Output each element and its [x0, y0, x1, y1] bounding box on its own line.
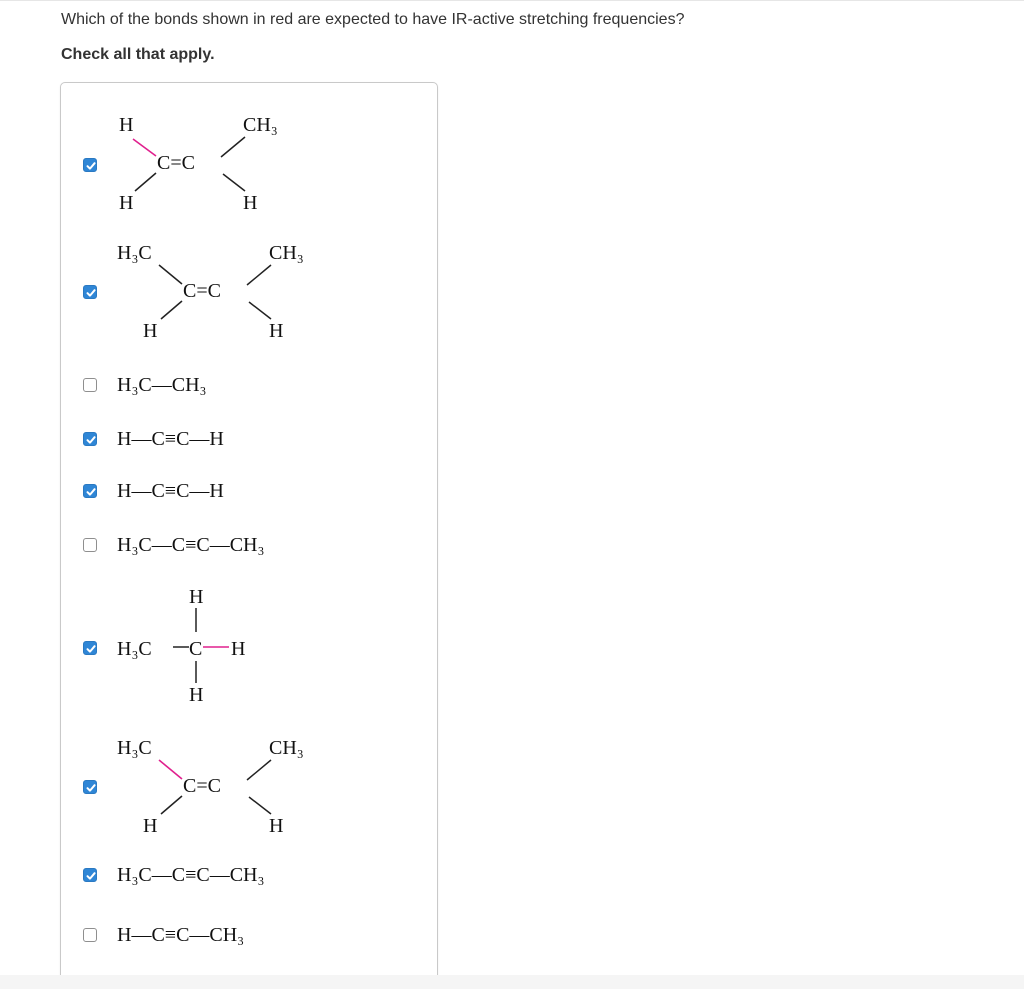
- atom-center: C=C: [183, 775, 221, 797]
- formula-text: H₃C—CH₃: [117, 374, 207, 396]
- option-10-structure: [61, 915, 421, 955]
- formula-text: H—C≡C—CH₃: [117, 924, 245, 946]
- atom-bottom-right: H: [243, 192, 258, 214]
- question-text: Which of the bonds shown in red are expected to have IR-active stretching frequencies?: [61, 11, 685, 28]
- atom-center: C=C: [183, 280, 221, 302]
- atom-top: H: [189, 586, 204, 608]
- atom-bottom-right: H: [269, 320, 284, 342]
- atom-bottom: H: [189, 684, 204, 706]
- top-divider: [0, 0, 1024, 1]
- option-6-structure: [61, 525, 421, 565]
- atom-top-left: H₃C: [117, 242, 152, 264]
- atom-bottom-left: H: [143, 815, 158, 837]
- option-9-structure: [61, 855, 421, 895]
- formula-text: H—C≡C—H: [117, 428, 224, 450]
- formula-text: H₃C—C≡C—CH₃: [117, 534, 265, 556]
- option-3-structure: [61, 365, 421, 405]
- option-5-structure: [61, 471, 421, 511]
- atom-top-left: H₃C: [117, 737, 152, 759]
- instruction-text: Check all that apply.: [61, 46, 215, 63]
- atom-left: H₃C: [117, 638, 152, 660]
- formula-text: H—C≡C—H: [117, 480, 224, 502]
- atom-center: C: [189, 638, 203, 660]
- option-7-structure: [61, 581, 421, 711]
- atom-top-right: CH₃: [243, 114, 278, 136]
- atom-top-right: CH₃: [269, 737, 304, 759]
- atom-center: C=C: [157, 152, 195, 174]
- atom-bottom-right: H: [269, 815, 284, 837]
- page-footer-band: [0, 975, 1024, 989]
- answer-options-panel: [60, 82, 438, 982]
- atom-top-left: H: [119, 114, 134, 136]
- option-8-structure: [61, 726, 421, 856]
- option-4-structure: [61, 419, 421, 459]
- atom-bottom-left: H: [143, 320, 158, 342]
- option-1-structure: [61, 103, 421, 233]
- atom-top-right: CH₃: [269, 242, 304, 264]
- formula-text: H₃C—C≡C—CH₃: [117, 864, 265, 886]
- atom-right: H: [231, 638, 246, 660]
- atom-bottom-left: H: [119, 192, 134, 214]
- option-2-structure: [61, 231, 421, 361]
